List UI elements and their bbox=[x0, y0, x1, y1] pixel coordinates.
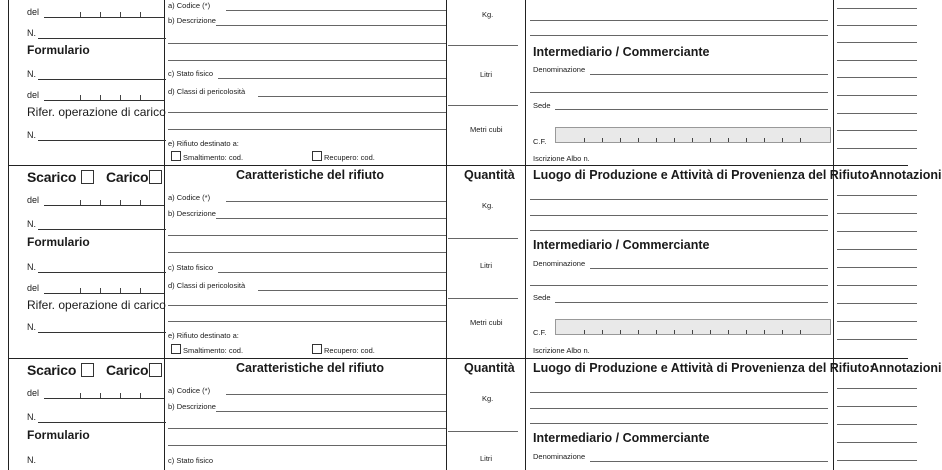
iscrizione-label: Iscrizione Albo n. bbox=[533, 154, 590, 163]
cf-label: C.F. bbox=[533, 328, 547, 337]
carico-label: Carico bbox=[106, 362, 149, 378]
codice-label: a) Codice (*) bbox=[168, 386, 211, 395]
del-label: del bbox=[27, 195, 40, 205]
rifer-label: Rifer. operazione di carico bbox=[27, 105, 166, 119]
stato-fisico-label: c) Stato fisico bbox=[168, 456, 214, 465]
caratteristiche-heading: Caratteristiche del rifiuto bbox=[236, 361, 384, 375]
scarico-checkbox[interactable] bbox=[81, 170, 94, 184]
register-entry bbox=[8, 0, 942, 355]
recupero-label: Recupero: cod. bbox=[324, 153, 375, 162]
descrizione-label: b) Descrizione bbox=[168, 16, 216, 25]
metri-cubi-label: Metri cubi bbox=[470, 125, 503, 134]
litri-label: Litri bbox=[480, 70, 493, 79]
date-field[interactable] bbox=[44, 398, 164, 399]
codice-label: a) Codice (*) bbox=[168, 193, 211, 202]
formulario-number-label: N. bbox=[27, 262, 36, 272]
formulario-label: Formulario bbox=[27, 428, 90, 442]
luogo-heading: Luogo di Produzione e Attività di Provenienza del Rifiuto: bbox=[533, 168, 874, 182]
sede-label: Sede bbox=[533, 293, 551, 302]
destinato-label: e) Rifiuto destinato a: bbox=[168, 139, 239, 148]
recupero-label: Recupero: cod. bbox=[324, 346, 375, 355]
sede-label: Sede bbox=[533, 101, 551, 110]
quantita-heading: Quantità bbox=[464, 168, 515, 182]
denominazione-label: Denominazione bbox=[533, 259, 586, 268]
intermediario-heading: Intermediario / Commerciante bbox=[533, 238, 710, 252]
scarico-label: Scarico bbox=[27, 362, 77, 378]
formulario-label: Formulario bbox=[27, 235, 90, 249]
smaltimento-label: Smaltimento: cod. bbox=[183, 346, 244, 355]
rifer-number-label: N. bbox=[27, 322, 36, 332]
litri-label: Litri bbox=[480, 261, 493, 270]
destinato-label: e) Rifiuto destinato a: bbox=[168, 331, 239, 340]
quantita-heading: Quantità bbox=[464, 361, 515, 375]
classi-label: d) Classi di pericolosità bbox=[168, 281, 246, 290]
cf-label: C.F. bbox=[533, 137, 547, 146]
descrizione-label: b) Descrizione bbox=[168, 402, 216, 411]
del-label: del bbox=[27, 7, 40, 17]
classi-label: d) Classi di pericolosità bbox=[168, 87, 246, 96]
luogo-heading: Luogo di Produzione e Attività di Provenienza del Rifiuto: bbox=[533, 361, 874, 375]
stato-fisico-label: c) Stato fisico bbox=[168, 69, 214, 78]
caratteristiche-heading: Caratteristiche del rifiuto bbox=[236, 168, 384, 182]
formulario-number-label: N. bbox=[27, 455, 36, 465]
scarico-checkbox[interactable] bbox=[81, 363, 94, 377]
number-label: N. bbox=[27, 28, 36, 38]
metri-cubi-label: Metri cubi bbox=[470, 318, 503, 327]
iscrizione-label: Iscrizione Albo n. bbox=[533, 346, 590, 355]
rifer-label: Rifer. operazione di carico bbox=[27, 298, 166, 312]
intermediario-heading: Intermediario / Commerciante bbox=[533, 431, 710, 445]
kg-label: Kg. bbox=[482, 394, 494, 403]
annotazioni-heading: Annotazioni bbox=[870, 168, 942, 182]
formulario-del-label: del bbox=[27, 283, 40, 293]
formulario-label: Formulario bbox=[27, 43, 90, 57]
formulario-del-label: del bbox=[27, 90, 40, 100]
formulario-number-label: N. bbox=[27, 69, 36, 79]
carico-checkbox[interactable] bbox=[149, 363, 162, 377]
del-label: del bbox=[27, 388, 40, 398]
carico-label: Carico bbox=[106, 169, 149, 185]
annotazioni-heading: Annotazioni bbox=[870, 361, 942, 375]
denominazione-label: Denominazione bbox=[533, 452, 586, 461]
register-entry-bottom bbox=[8, 193, 942, 465]
scarico-label: Scarico bbox=[27, 169, 77, 185]
kg-label: Kg. bbox=[482, 10, 494, 19]
number-label: N. bbox=[27, 219, 36, 229]
descrizione-label: b) Descrizione bbox=[168, 209, 216, 218]
rifer-number-label: N. bbox=[27, 130, 36, 140]
kg-label: Kg. bbox=[482, 201, 494, 210]
smaltimento-label: Smaltimento: cod. bbox=[183, 153, 244, 162]
denominazione-label: Denominazione bbox=[533, 65, 586, 74]
codice-label: a) Codice (*) bbox=[168, 1, 211, 10]
intermediario-heading: Intermediario / Commerciante bbox=[533, 45, 710, 59]
stato-fisico-label: c) Stato fisico bbox=[168, 263, 214, 272]
number-label: N. bbox=[27, 412, 36, 422]
number-field[interactable] bbox=[38, 422, 166, 423]
carico-checkbox[interactable] bbox=[149, 170, 162, 184]
litri-label: Litri bbox=[480, 454, 493, 463]
